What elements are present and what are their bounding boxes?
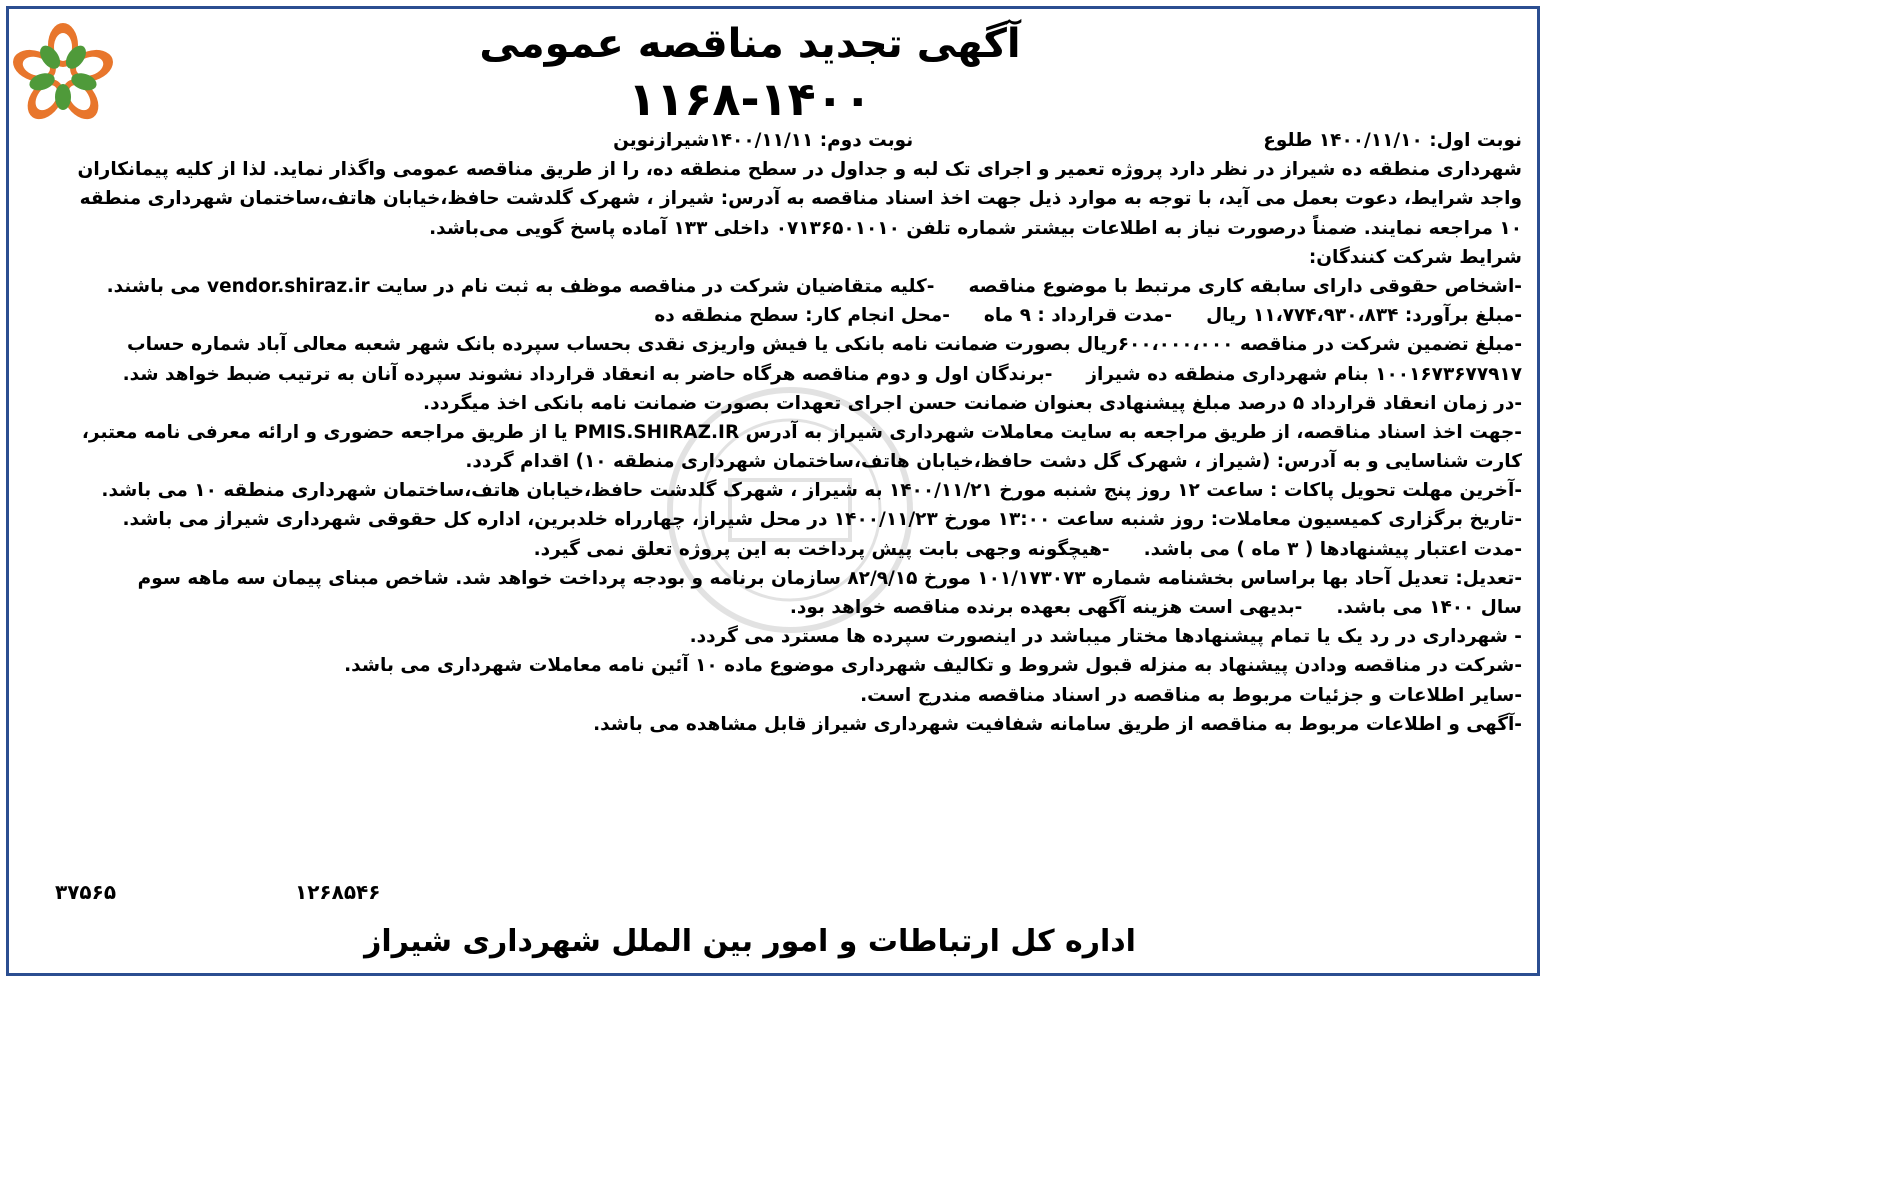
condition-reject: - شهرداری در رد یک یا تمام پیشنهادها مختار میباشد در اینصورت سپرده ها مسترد می گردد. [689, 626, 1522, 648]
condition-guarantee-1: -مبلغ تضمین شرکت در مناقصه ۶۰۰،۰۰۰،۰۰۰ریال بصورت ضمانت نامه بانکی یا فیش واریزی نقدی بحساب سپرده بانک شهر شعبه معالی آباد شماره حساب [127, 334, 1522, 356]
condition-estimate: -مبلغ برآورد: ۱۱،۷۷۴،۹۳۰،۸۳۴ ریال [1206, 305, 1522, 327]
condition-deadline: -آخرین مهلت تحویل پاکات : ساعت ۱۲ روز پنج شنبه مورخ ۱۴۰۰/۱۱/۲۱ به شیراز ، شهرک گلدشت حافظ،خیابان هاتف،ساختمان شهرداری منطقه ۱۰ می باشد. [101, 480, 1522, 502]
ad-body [10, 126, 1522, 739]
condition-docs-2: کارت شناسایی و به آدرس: (شیراز ، شهرک گل دشت حافظ،خیابان هاتف،ساختمان شهرداری منطقه ۱۰) اقدام گردد. [465, 451, 1522, 473]
publish-second: نوبت دوم: ۱۴۰۰/۱۱/۱۱شیرازنوین [613, 130, 914, 151]
condition-validity-prepayment [10, 535, 1522, 564]
condition-location: -محل انجام کار: سطح منطقه ده [654, 305, 950, 327]
publish-dates [10, 126, 1522, 155]
conditions-heading: شرایط شرکت کنندگان: [1308, 246, 1522, 268]
adjustment-year: سال ۱۴۰۰ می باشد. [1336, 597, 1522, 618]
condition-acceptance: -شرکت در مناقصه ودادن پیشنهاد به منزله قبول شروط و تکالیف شهرداری موضوع ماده ۱۰ آئین نامه معاملات شهرداری می باشد. [344, 655, 1522, 677]
tender-number: ۱۱۶۸-۱۴۰۰ [628, 72, 872, 126]
code-a: ۱۲۶۸۵۴۶ [295, 880, 381, 904]
guarantee-account: ۱۰۰۱۶۷۳۶۷۷۹۱۷ بنام شهرداری منطقه ده شیراز [1086, 363, 1522, 385]
condition-duration: -مدت قرارداد : ۹ ماه [983, 305, 1173, 327]
condition-registration: -کلیه متقاضیان شرکت در مناقصه موظف به ثبت نام در سایت vendor.shiraz.ir می باشند. [106, 275, 935, 297]
condition-winners: -برندگان اول و دوم مناقصه هرگاه حاضر به انعقاد قرارداد نشوند سپرده آنان به ترتیب ضبط خواهد شد. [122, 363, 1053, 385]
condition-performance: -در زمان انعقاد قرارداد ۵ درصد مبلغ پیشنهادی بعنوان ضمانت حسن اجرای تعهدات بصورت ضمانت نامه بانکی اخذ میگردد. [423, 392, 1522, 414]
intro-line-3: ۱۰ مراجعه نمایند. ضمناً درصورت نیاز به اطلاعات بیشتر شماره تلفن ۰۷۱۳۶۵۰۱۰۱۰ داخلی ۱۳۳ آماده پاسخ گویی می‌باشد. [429, 217, 1522, 239]
publish-first: نوبت اول: ۱۴۰۰/۱۱/۱۰ طلوع [1263, 130, 1522, 151]
condition-other-info: -سایر اطلاعات و جزئیات مربوط به مناقصه در اسناد مناقصه مندرج است. [860, 684, 1522, 706]
condition-legal-registration [10, 272, 1522, 301]
condition-commission: -تاریخ برگزاری کمیسیون معاملات: روز شنبه ساعت ۱۳:۰۰ مورخ ۱۴۰۰/۱۱/۲۳ در محل شیراز، چهارراه خلدبرین، اداره کل حقوقی شهرداری شیراز می باشد. [122, 509, 1522, 531]
condition-validity: -مدت اعتبار پیشنهادها ( ۳ ماه ) می باشد. [1143, 538, 1522, 560]
condition-legal-entities: -اشخاص حقوقی دارای سابقه کاری مرتبط با موضوع مناقصه [968, 275, 1522, 297]
footer-issuer: اداره کل ارتباطات و امور بین الملل شهرداری شیراز [364, 924, 1136, 959]
condition-no-prepayment: -هیچگونه وجهی بابت پیش پرداخت به این پروژه تعلق نمی گیرد. [533, 538, 1110, 560]
condition-transparency: -آگهی و اطلاعات مربوط به مناقصه از طریق سامانه شفافیت شهرداری شیراز قابل مشاهده می باشد. [593, 713, 1522, 735]
ad-title: آگهی تجدید مناقصه عمومی [479, 21, 1021, 67]
condition-adjustment-2 [10, 593, 1522, 622]
condition-estimate-duration-location [10, 301, 1522, 330]
condition-adjustment-1: -تعدیل: تعدیل آحاد بها براساس بخشنامه شماره ۱۰۱/۱۷۳۰۷۳ مورخ ۸۲/۹/۱۵ سازمان برنامه و بودجه پرداخت خواهد شد. شاخص مبنای پیمان سه ماهه سوم [137, 567, 1522, 589]
condition-docs-1: -جهت اخذ اسناد مناقصه، از طریق مراجعه به سایت معاملات شهرداری شیراز به آدرس PMIS.SHIRAZ.IR یا از طریق مراجعه حضوری و ارائه معرفی نامه معتبر، [81, 421, 1522, 443]
intro-line-2: واجد شرایط، دعوت بعمل می آید، با توجه به موارد ذیل جهت اخذ اسناد مناقصه به آدرس: شیراز ، شهرک گلدشت حافظ،خیابان هاتف،ساختمان شهرداری منطقه [79, 188, 1522, 210]
condition-guarantee-2 [10, 360, 1522, 389]
code-b: ۳۷۵۶۵ [55, 880, 117, 904]
intro-line-1: شهرداری منطقه ده شیراز در نظر دارد پروژه تعمیر و اجرای تک لبه و جداول در سطح منطقه ده، را از طریق مناقصه عمومی واگذار نماید. لذا از کلیه پیمانکاران [77, 159, 1522, 181]
condition-ad-cost: -بدیهی است هزینه آگهی بعهده برنده مناقصه خواهد بود. [789, 597, 1303, 618]
shiraz-municipality-logo [8, 20, 118, 130]
